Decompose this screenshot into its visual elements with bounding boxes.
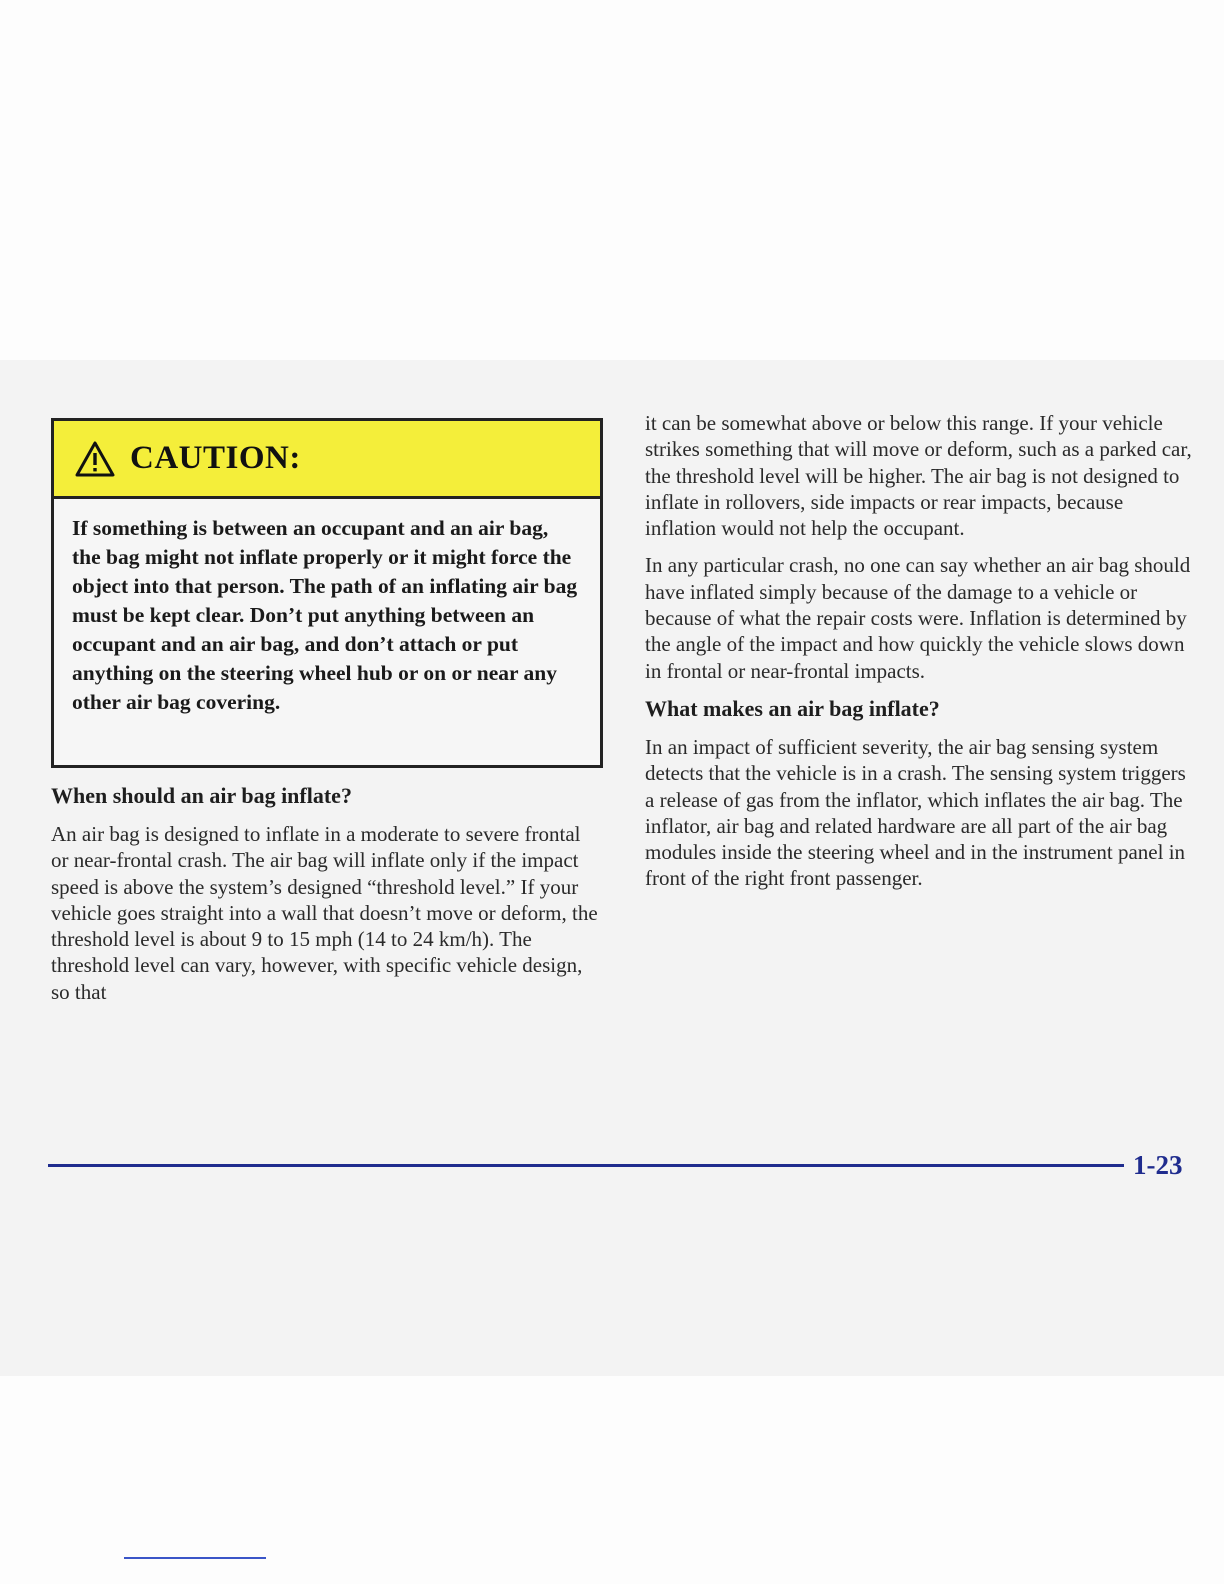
paragraph-particular-crash: In any particular crash, no one can say whether an air bag should have inflated simply because of the damage to a vehicle or because of what the repair costs were. Inflation is determined by the angle of the impact and how quickly the vehicle slows down in frontal or near-frontal impacts. (645, 553, 1191, 683)
caution-box (51, 418, 603, 768)
section-heading-what-makes-inflate: What makes an air bag inflate? (645, 695, 940, 721)
page-number: 1-23 (1133, 1150, 1183, 1180)
caution-title: CAUTION: (130, 440, 301, 476)
caution-body: If something is between an occupant and an air bag, the bag might not inflate properly or it might force the object into that person. The path of an inflating air bag must be kept clear. Don’t put anything between an occupant and an air bag, and don’t attach or put anything on the steering wheel hub or on or near any other air bag covering. (72, 516, 578, 714)
paragraph-sensing-system: In an impact of sufficient severity, the air bag sensing system detects that the vehicle is in a crash. The sensing system triggers a release of gas from the inflator, which inflates the air bag. The inflator, air bag and related hardware are all part of the air bag modules inside the steering wheel and in the instrument panel in front of the right front passenger. (645, 734, 1186, 891)
caution-header (54, 421, 600, 499)
paragraph-threshold-continued: it can be somewhat above or below this range. If your vehicle strikes something that will move or deform, such as a parked car, the threshold level will be higher. The air bag is not designed to inflate in rollovers, side impacts or rear impacts, because inflation would not help the occupant. (645, 411, 1192, 541)
warning-triangle-icon (74, 440, 116, 478)
footer-rule (48, 1164, 1124, 1167)
left-column (51, 782, 603, 1016)
paragraph-when-inflate: An air bag is designed to inflate in a moderate to severe frontal or near-frontal crash. The air bag will inflate only if the impact speed is above the system’s designed “threshold level.” If your vehicle goes straight into a wall that doesn’t move or deform, the threshold level is about 9 to 15 mph (14 to 24 km/h). The threshold level can vary, however, with specific vehicle design, so that (51, 822, 598, 1004)
bottom-link-underline (124, 1557, 266, 1559)
section-heading-when-inflate: When should an air bag inflate? (51, 783, 352, 808)
right-column (645, 410, 1195, 903)
